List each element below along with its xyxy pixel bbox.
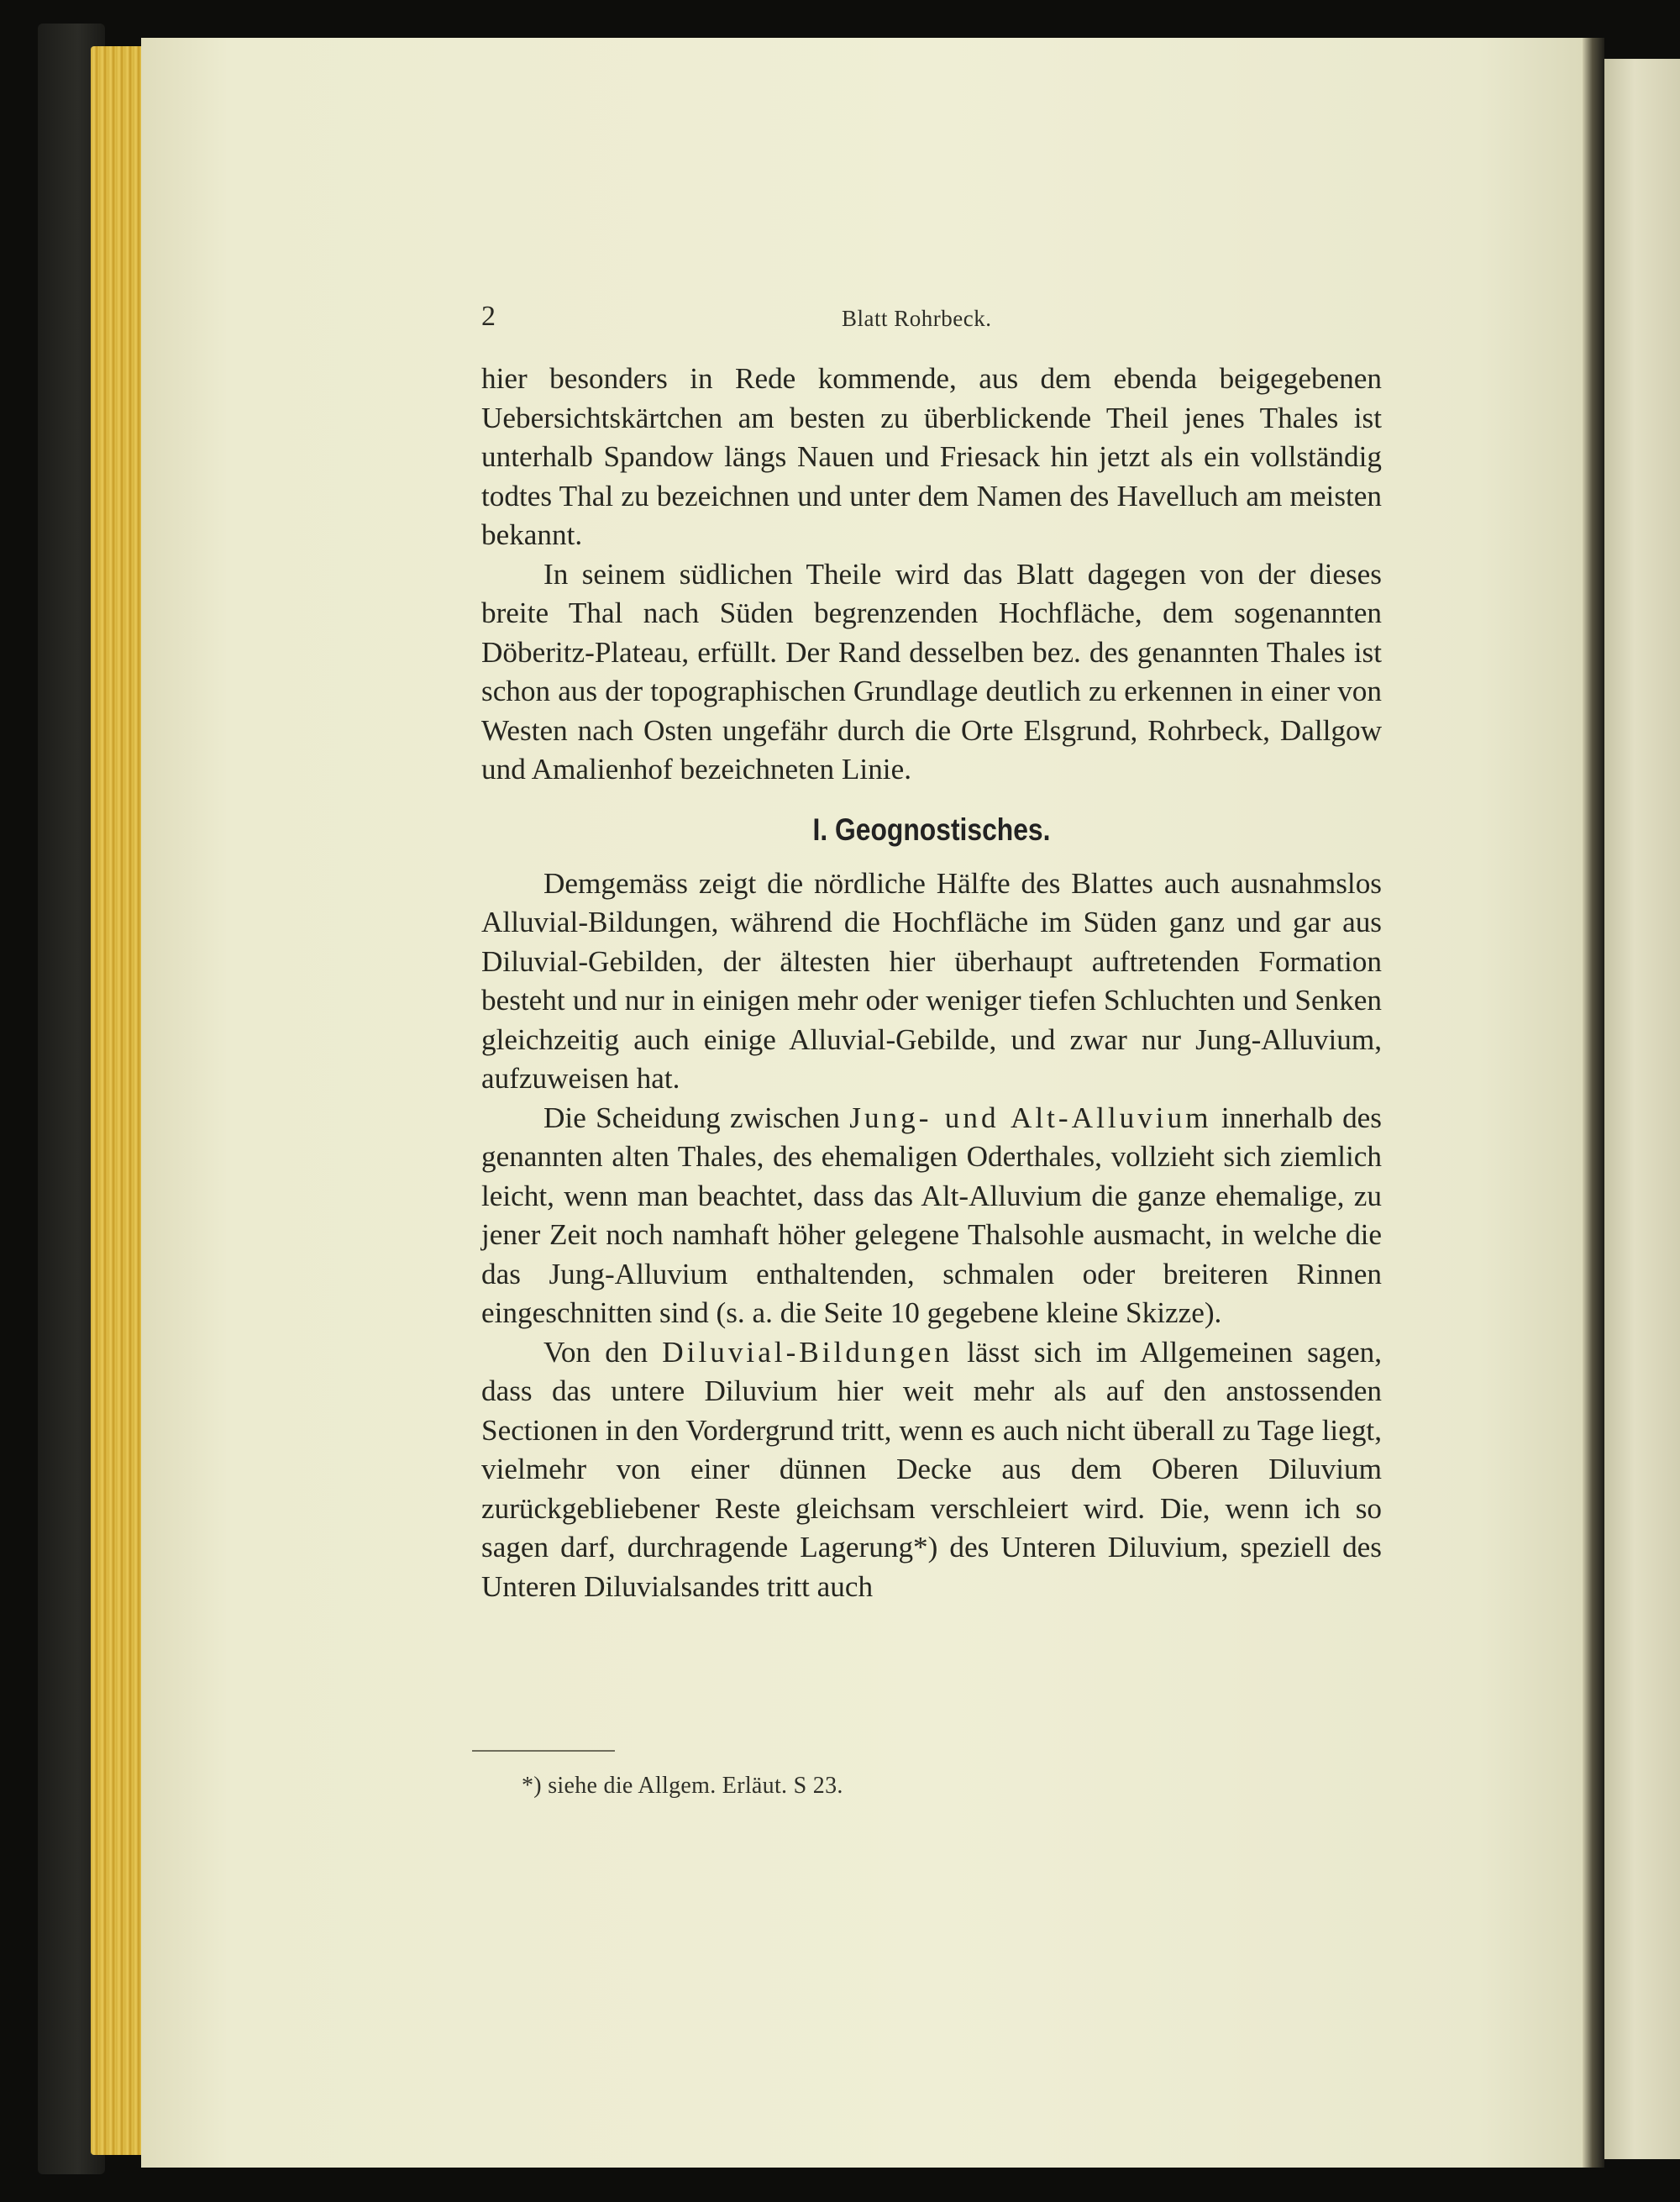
running-title: Blatt Rohrbeck.	[842, 306, 992, 331]
footnote-rule	[472, 1750, 615, 1752]
paragraph-5-emphasis: Diluvial-Bildungen	[662, 1335, 953, 1369]
paragraph-4-start: Die Scheidung zwischen	[543, 1101, 850, 1134]
paragraph-4-end: innerhalb des genannten alten Thales, des ehemaligen Oderthales, vollzieht sich ziemlich leicht, wenn man beachtet, dass das Alt-Alluvium die ganze ehemalige, zu jener Zeit noch namhaft höher gelegene Thalsohle ausmacht, in welche die das Jung-Alluvium enthaltenden, schmalen oder breiteren Rinnen eingeschnitten sind (s. a. die Seite 10 gegebene kleine Skizze).	[481, 1101, 1382, 1329]
paragraph-5-end: lässt sich im Allgemeinen sagen, dass das untere Diluvium hier weit mehr als auf den anstossenden Sectionen in den Vordergrund tritt, wenn es auch nicht überall zu Tage liegt, vielmehr von einer dünnen Decke aus dem Oberen Diluvium zurückgebliebener Reste gleichsam verschleiert wird. Die, wenn ich so sagen darf, durchragende Lagerung*) des Unteren Diluvium, speziell des Unteren Diluvialsandes tritt auch	[481, 1335, 1382, 1603]
body-text	[481, 360, 1382, 1606]
paragraph-5-start: Von den	[543, 1335, 663, 1369]
running-head	[0, 301, 1680, 338]
facing-page-edge	[1604, 59, 1680, 2159]
section-heading: I. Geognostisches.	[812, 812, 1051, 847]
paragraph-3: Demgemäss zeigt die nördliche Hälfte des Blattes auch ausnahmslos Alluvial-Bildungen, während die Hochfläche im Süden ganz und gar aus Diluvial-Gebilden, der ältesten hier überhaupt auftretenden Formation besteht und nur in einigen mehr oder weniger tiefen Schluchten und Senken gleichzeitig auch einige Alluvial-Gebilde, und zwar nur Jung-Alluvium, aufzuweisen hat.	[481, 866, 1382, 1095]
paragraph-4-emphasis: Jung- und Alt-Alluvium	[849, 1101, 1212, 1134]
paragraph-4	[481, 1099, 1382, 1333]
paragraph-1: hier besonders in Rede kommende, aus dem ebenda beigegebenen Uebersichtskärtchen am besten zu überblickende Theil jenes Thales ist unterhalb Spandow längs Nauen und Friesack hin jetzt als ein vollständig todtes Thal zu bezeichnen und unter dem Namen des Havelluch am meisten bekannt.	[481, 362, 1382, 551]
paragraph-5	[481, 1333, 1382, 1607]
book-gutter	[1583, 38, 1604, 2168]
footnote: *) siehe die Allgem. Erläut. S 23.	[522, 1773, 843, 1799]
paragraph-2: In seinem südlichen Theile wird das Blatt dagegen von der dieses breite Thal nach Süden begrenzenden Hochfläche, dem sogenannten Döberitz-Plateau, erfüllt. Der Rand desselben bez. des genannten Thales ist schon aus der topographischen Grundlage deutlich zu erkennen in einer von Westen nach Osten ungefähr durch die Orte Elsgrund, Rohrbeck, Dallgow und Amalienhof bezeichneten Linie.	[481, 557, 1382, 786]
page-number: 2	[481, 301, 496, 332]
